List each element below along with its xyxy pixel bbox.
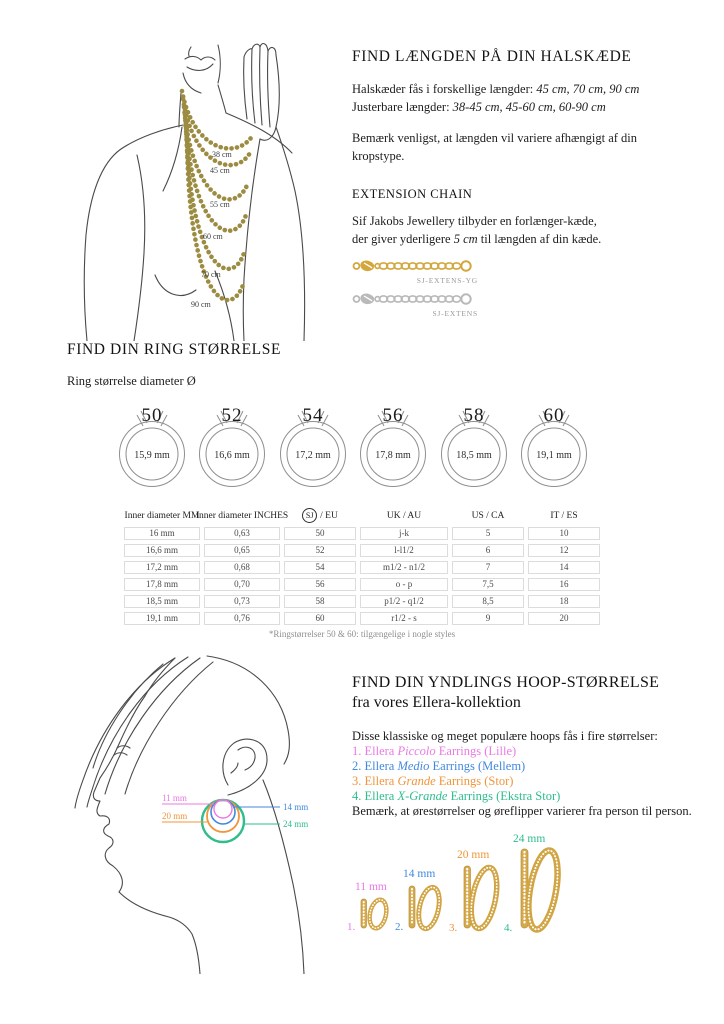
table-cell: 18,5 mm xyxy=(124,595,200,608)
head-profile-drawing xyxy=(75,656,304,974)
hoop-pair-24mm xyxy=(504,833,563,934)
lobster-clasp xyxy=(360,294,374,305)
lobster-clasp xyxy=(360,261,374,272)
table-cell: 6 xyxy=(452,544,524,557)
ring-table-footnote: *Ringstørrelser 50 & 60: tilgængelige i nogle styles xyxy=(268,629,456,639)
ring-diameter: 15,9 mm xyxy=(134,450,170,461)
col-header-uk-au: UK / AU xyxy=(386,510,422,521)
length-label-90: 90 cm xyxy=(191,300,211,309)
table-cell: 16,6 mm xyxy=(124,544,200,557)
ring-diameter: 16,6 mm xyxy=(214,450,251,461)
ring-size-diagrams xyxy=(112,395,594,489)
table-cell: 17,2 mm xyxy=(124,561,200,574)
hoop-image-num-4: 4. xyxy=(504,922,513,934)
table-cell: 18 xyxy=(528,595,600,608)
ring-diameter: 17,2 mm xyxy=(295,450,331,461)
length-label-55: 55 cm xyxy=(210,200,230,209)
table-cell: j-k xyxy=(360,527,448,540)
extension-chain-text: Sif Jakobs Jewellery tilbyder en forlænger-kæde, der giver yderligere 5 cm til længden af din kæde. xyxy=(352,214,602,246)
hoop-item-piccolo: 1. Ellera Piccolo Earrings (Lille) xyxy=(352,744,517,758)
hoop-title-line2: fra vores Ellera-kollektion xyxy=(352,693,521,711)
hoop-item-grande: 3. Ellera Grande Earrings (Stor) xyxy=(352,774,514,788)
table-cell: 16 mm xyxy=(124,527,200,540)
ring-section-subtitle: Ring størrelse diameter Ø xyxy=(67,374,196,388)
hoop-section-text xyxy=(352,673,712,819)
necklace-chains xyxy=(182,91,253,300)
table-cell: 0,76 xyxy=(204,612,280,625)
ring-diameter: 17,8 mm xyxy=(375,450,411,461)
table-cell: 12 xyxy=(528,544,600,557)
hoop-image-label-24mm: 24 mm xyxy=(513,833,546,845)
table-cell: 58 xyxy=(284,595,356,608)
extension-chain-heading: EXTENSION CHAIN xyxy=(352,187,473,201)
ring-diameter: 19,1 mm xyxy=(536,450,572,461)
ear-label-11mm: 11 mm xyxy=(162,793,187,803)
hoop-circle-11mm xyxy=(214,800,232,818)
length-label-70: 70 cm xyxy=(201,270,221,279)
table-cell: 5 xyxy=(452,527,524,540)
extension-chain-gold-image xyxy=(352,256,478,276)
table-cell: 8,5 xyxy=(452,595,524,608)
ring-size-50 xyxy=(112,395,192,489)
hoop-intro: Disse klassiske og meget populære hoops fås i fire størrelser: xyxy=(352,729,658,743)
table-cell: 0,73 xyxy=(204,595,280,608)
ring-diameter: 18,5 mm xyxy=(455,450,492,461)
table-cell: m1/2 - n1/2 xyxy=(360,561,448,574)
hoop-item-x-grande: 4. Ellera X-Grande Earrings (Ekstra Stor) xyxy=(352,789,561,803)
hoop-image-label-20mm: 20 mm xyxy=(457,849,490,861)
table-cell: 54 xyxy=(284,561,356,574)
hoop-image-num-2: 2. xyxy=(395,921,404,933)
hoop-title-line1: FIND DIN YNDLINGS HOOP-STØRRELSE xyxy=(352,674,660,691)
table-cell: 7,5 xyxy=(452,578,524,591)
table-cell: 14 xyxy=(528,561,600,574)
necklace-lengths-text xyxy=(352,80,697,116)
hoop-earrings-images xyxy=(345,833,724,941)
ring-section-title: FIND DIN RING STØRRELSE xyxy=(67,341,282,358)
available-lengths-label: Halskæder fås i forskellige længder: xyxy=(352,82,537,96)
woman-line-drawing xyxy=(84,44,304,341)
table-cell: r1/2 - s xyxy=(360,612,448,625)
hoop-note: Bemærk, at ørestørrelser og øreflipper varierer fra person til person. xyxy=(352,804,692,818)
ear-label-24mm: 24 mm xyxy=(283,819,309,829)
ring-size-table xyxy=(124,508,600,625)
hoop-item-medio: 2. Ellera Medio Earrings (Mellem) xyxy=(352,759,526,773)
table-cell: 50 xyxy=(284,527,356,540)
hoop-image-label-11mm: 11 mm xyxy=(355,881,387,893)
necklace-section-text xyxy=(352,48,697,318)
sj-logo-badge: SJ xyxy=(302,508,317,523)
necklace-title: FIND LÆNGDEN PÅ DIN HALSKÆDE xyxy=(352,48,632,65)
table-cell: 0,65 xyxy=(204,544,280,557)
table-cell: o - p xyxy=(360,578,448,591)
hoop-image-num-3: 3. xyxy=(449,922,458,934)
col-header-us-ca: US / CA xyxy=(471,510,505,521)
gold-extension-sku: SJ-EXTENS-YG xyxy=(416,276,478,285)
table-cell: 20 xyxy=(528,612,600,625)
table-cell: 0,70 xyxy=(204,578,280,591)
table-cell: 10 xyxy=(528,527,600,540)
length-label-60: 60 cm xyxy=(203,232,223,241)
ring-size-58 xyxy=(434,395,514,489)
ring-size-52 xyxy=(192,395,272,489)
table-cell: 9 xyxy=(452,612,524,625)
length-label-38: 38 cm xyxy=(212,150,232,159)
hoop-size-circles xyxy=(202,800,244,842)
necklace-length-diagram xyxy=(55,33,347,341)
table-cell: 16 xyxy=(528,578,600,591)
silver-extension-sku: SJ-EXTENS xyxy=(432,309,478,318)
table-cell: 56 xyxy=(284,578,356,591)
hoop-image-label-14mm: 14 mm xyxy=(403,868,436,880)
ring-size-number: 60 xyxy=(543,405,565,426)
ring-size-54 xyxy=(273,395,353,489)
hoop-pair-11mm xyxy=(347,881,389,933)
col-header-mm: Inner diameter MM xyxy=(124,510,200,521)
ring-size-number: 52 xyxy=(221,405,243,426)
col-header-sj-eu: SJ / EU xyxy=(284,508,356,523)
col-header-inches: Inner diameter INCHES xyxy=(195,510,289,521)
ring-size-56 xyxy=(353,395,433,489)
available-lengths-values: 45 cm, 70 cm, 90 cm xyxy=(536,82,640,96)
table-cell: l-l1/2 xyxy=(360,544,448,557)
necklace-note: Bemærk venligst, at længden vil variere afhængigt af din kropstype. xyxy=(352,131,638,163)
extension-chain-silver-image xyxy=(352,289,478,309)
ring-size-number: 50 xyxy=(141,405,163,426)
table-cell: 60 xyxy=(284,612,356,625)
ear-label-14mm: 14 mm xyxy=(283,802,309,812)
ring-size-number: 56 xyxy=(382,405,404,426)
table-cell: 0,68 xyxy=(204,561,280,574)
table-cell: p1/2 - q1/2 xyxy=(360,595,448,608)
table-cell: 52 xyxy=(284,544,356,557)
adjustable-lengths-values: 38-45 cm, 45-60 cm, 60-90 cm xyxy=(452,100,606,114)
ring-size-60 xyxy=(514,395,594,489)
hoop-pair-20mm xyxy=(449,849,501,934)
hoop-image-num-1: 1. xyxy=(347,921,356,933)
ear-label-20mm: 20 mm xyxy=(162,811,188,821)
table-cell: 17,8 mm xyxy=(124,578,200,591)
col-header-it-es: IT / ES xyxy=(550,510,578,521)
hoop-pair-14mm xyxy=(395,868,443,933)
ring-size-number: 58 xyxy=(463,405,485,426)
table-cell: 0,63 xyxy=(204,527,280,540)
length-label-45: 45 cm xyxy=(210,166,230,175)
table-cell: 19,1 mm xyxy=(124,612,200,625)
ring-size-number: 54 xyxy=(302,405,324,426)
table-cell: 7 xyxy=(452,561,524,574)
ear-hoop-diagram xyxy=(57,652,349,974)
adjustable-lengths-label: Justerbare længder: xyxy=(352,100,453,114)
